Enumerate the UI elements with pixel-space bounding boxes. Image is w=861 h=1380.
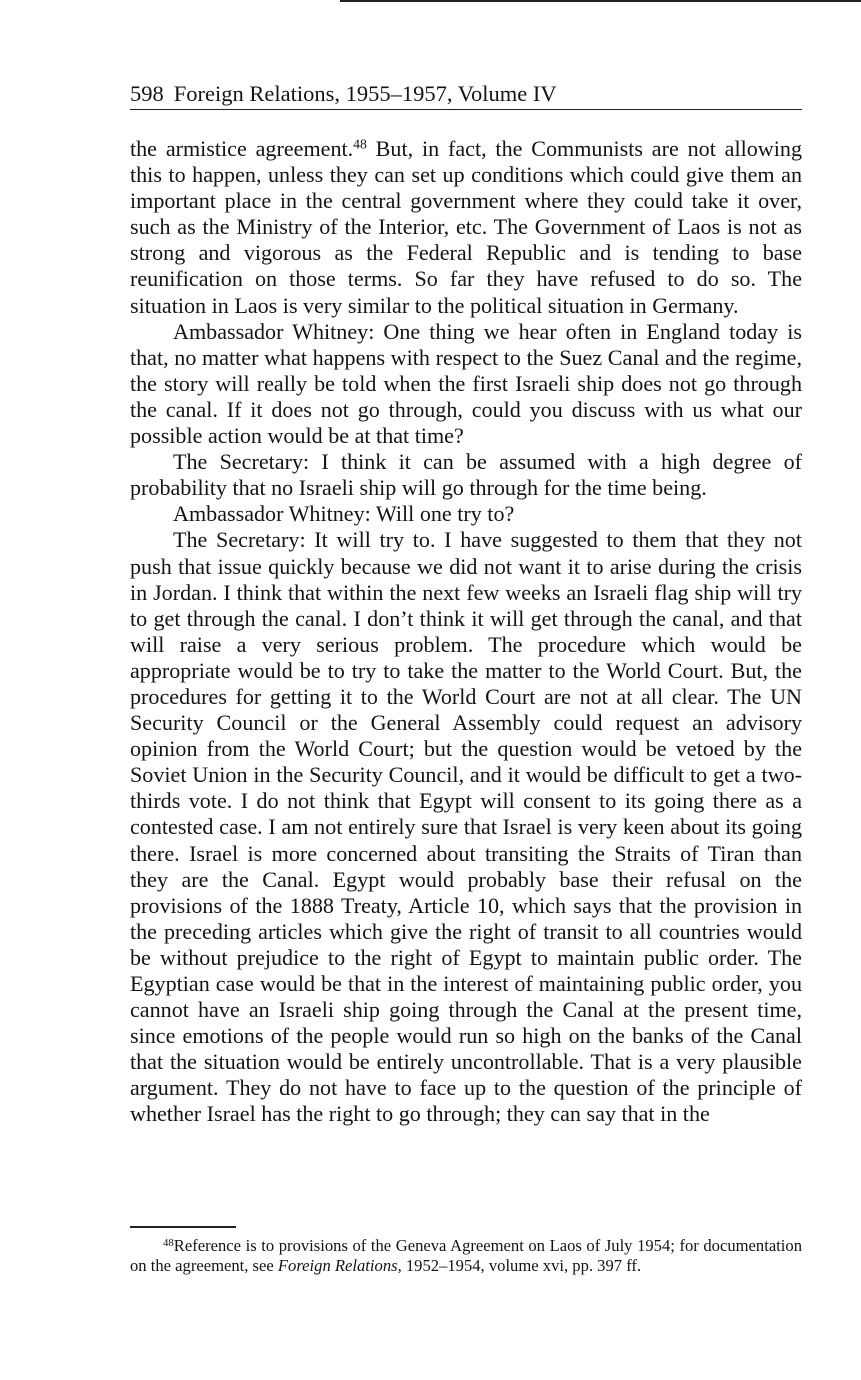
running-header: [130, 80, 802, 110]
footnote-citation-title: Foreign Relations,: [277, 1255, 402, 1275]
page-number: 598: [130, 81, 164, 106]
paragraph-5: The Secretary: It will try to. I have suggested to them that they not push that issue quickly because we did not want it to arise during the crisis in Jordan. I think that within the next few weeks an Israeli flag ship will try to get through the canal. I don’t think it will get through the canal, and that will raise a very serious problem. The procedure which would be appropriate would be to try to take the matter to the World Court. But, the procedures for getting it to the World Court are not at all clear. The UN Security Council or the General Assembly could request an advisory opinion from the World Court; but the question would be vetoed by the Soviet Union in the Security Council, and it would be difficult to get a two-thirds vote. I do not think that Egypt will consent to its going there as a contested case. I am not entirely sure that Israel is very keen about its going there. Israel is more concerned about transiting the Straits of Tiran than they are the Canal. Egypt would probably base their refusal on the provisions of the 1888 Treaty, Article 10, which says that the provision in the preceding articles which give the right of transit to all countries would be without prejudice to the right of Egypt to maintain public order. The Egyptian case would be that in the interest of maintaining public order, you cannot have an Israeli ship going through the Canal at the present time, since emotions of the people would run so high on the banks of the Canal that the situation would be entirely uncontrollable. That is a very plausible argument. They do not have to face up to the question of the principle of whether Israel has the right to go through; they can say that in the: [130, 527, 802, 1127]
running-title: Foreign Relations, 1955–1957, Volume IV: [173, 81, 557, 106]
body-text: [130, 136, 802, 1128]
footnote-reference[interactable]: 48: [353, 136, 367, 152]
paragraph-3: The Secretary: I think it can be assumed with a high degree of probability that no Israeli ship will go through for the time being.: [130, 449, 802, 501]
top-edge-rule: [340, 0, 861, 2]
paragraph-4: Ambassador Whitney: Will one try to?: [173, 501, 515, 527]
footnote-separator: [130, 1226, 236, 1228]
footnote-number: 48: [163, 1237, 174, 1250]
footnote-48: $^{48}$Reference is to provisions of the Geneva Agreement on Laos of July 1954; for documentation on the agreement, see Foreign Relations, 1952–1954, volume xvi, pp. 397 ff.: [130, 1236, 802, 1275]
paragraph-1: the armistice agreement.$^{48}$ But, in fact, the Communists are not allowing this to happen, unless they can set up conditions which could give them an important place in the central government where they could take it over, such as the Ministry of the Interior, etc. The Government of Laos is not as strong and vigorous as the Federal Republic and is tending to base reunification on those terms. So far they have refused to do so. The situation in Laos is very similar to the political situation in Germany.: [130, 136, 802, 318]
paragraph-2: Ambassador Whitney: One thing we hear often in England today is that, no matter what happens with respect to the Suez Canal and the regime, the story will really be told when the first Israeli ship does not go through the canal. If it does not go through, could you discuss with us what our possible action would be at that time?: [130, 318, 802, 449]
